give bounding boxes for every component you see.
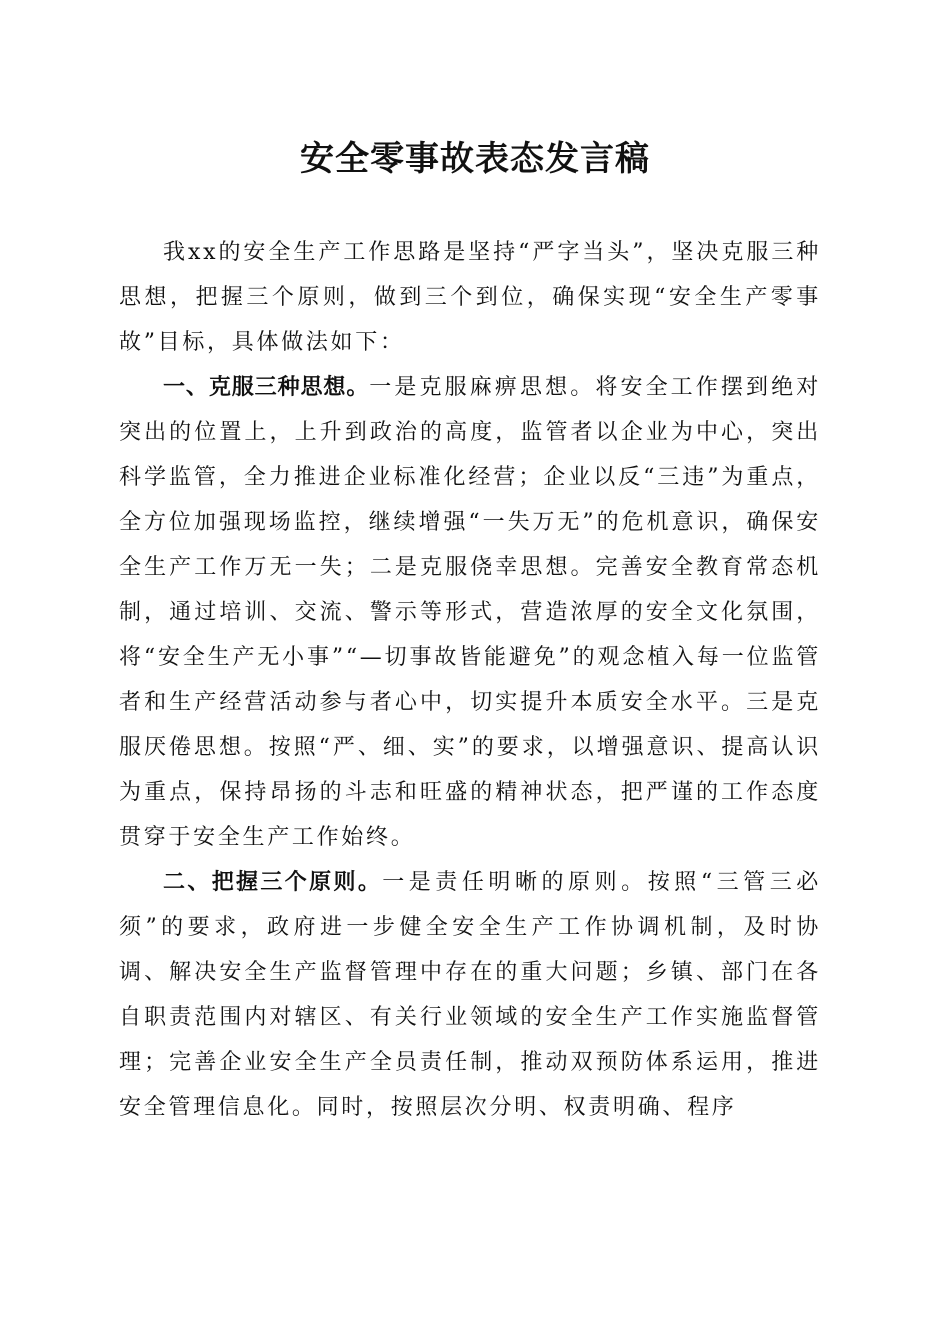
paragraph-section-2: [119, 860, 821, 1130]
paragraph-text: 一是克服麻痹思想。将安全工作摆到绝对突出的位置上，上升到政治的高度，监管者以企业为中心，突出科学监管，全力推进企业标准化经营；企业以反“三违”为重点，全方位加强现场监控，继续增强“一失万无”的危机意识，确保安全生产工作万无一失；二是克服侥幸思想。完善安全教育常态机制，通过培训、交流、警示等形式，营造浓厚的安全文化氛围，将“安全生产无小事”“—切事故皆能避免”的观念植入每一位监管者和生产经营活动参与者心中，切实提升本质安全水平。三是克服厌倦思想。按照“严、细、实”的要求，以增强意识、提高认识为重点，保持昂扬的斗志和旺盛的精神状态，把严谨的工作态度贯穿于安全生产工作始终。: [119, 375, 821, 850]
paragraph-section-1: [119, 365, 821, 860]
document-body: [119, 230, 821, 1130]
section-heading: 二、把握三个原则。: [163, 870, 383, 895]
document-title: 安全零事故表态发言稿: [300, 139, 650, 179]
paragraph-intro: [119, 230, 821, 365]
section-heading: 一、克服三种思想。: [163, 375, 370, 400]
paragraph-text: 我xx的安全生产工作思路是坚持“严字当头”，坚决克服三种思想，把握三个原则，做到三个到位，确保实现“安全生产零事故”目标，具体做法如下：: [119, 240, 821, 355]
paragraph-text: 一是责任明晰的原则。按照“三管三必须”的要求，政府进一步健全安全生产工作协调机制，及时协调、解决安全生产监督管理中存在的重大问题；乡镇、部门在各自职责范围内对辖区、有关行业领域的安全生产工作实施监督管理；完善企业安全生产全员责任制，推动双预防体系运用，推进安全管理信息化。同时，按照层次分明、权责明确、程序: [119, 870, 821, 1120]
